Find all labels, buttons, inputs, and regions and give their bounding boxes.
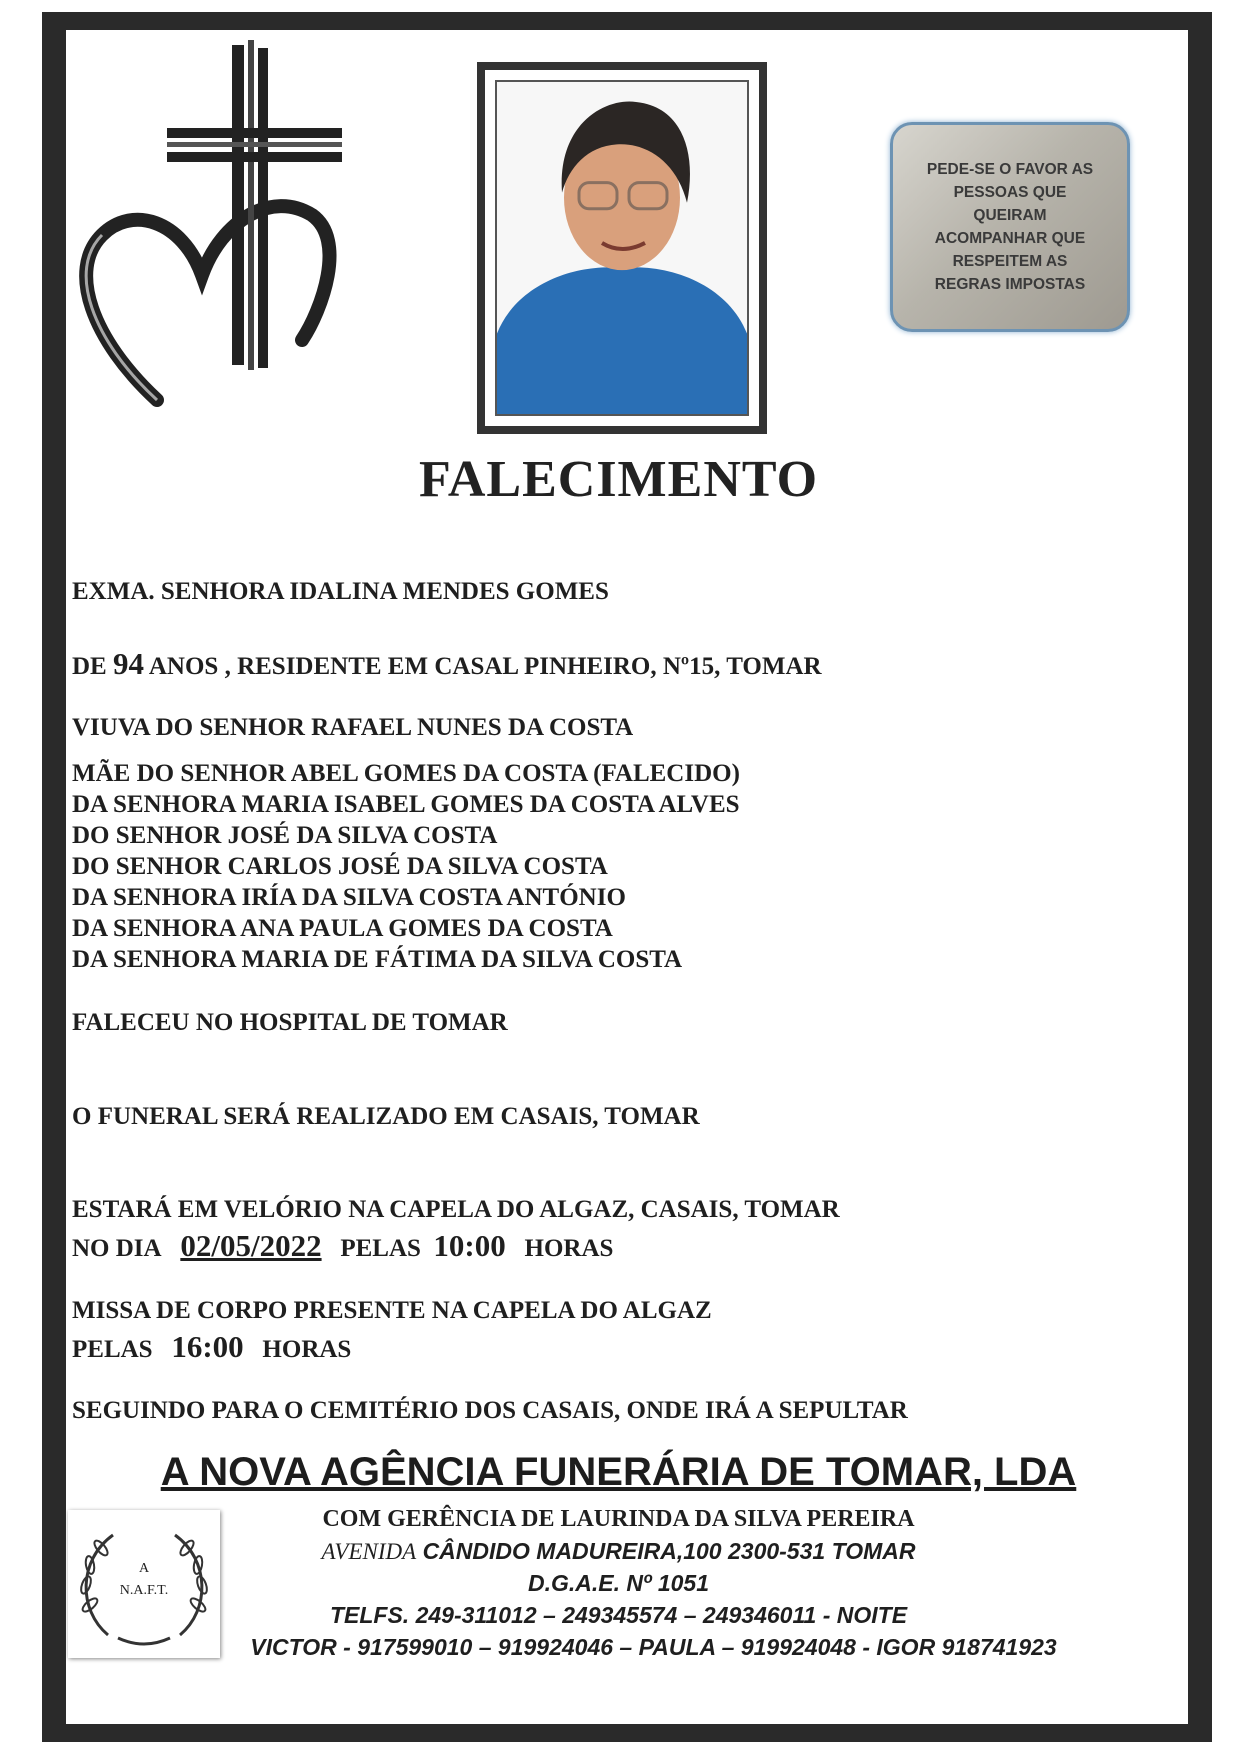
age-residence: [72, 646, 822, 682]
cross-heart-icon: [72, 40, 382, 480]
age-suffix: ANOS , RESIDENTE EM CASAL PINHEIRO, Nº15, TOMAR: [148, 653, 822, 680]
agency-management: COM GERÊNCIA DE LAURINDA DA SILVA PEREIRA: [322, 1506, 915, 1532]
wake-datetime: [72, 1228, 613, 1264]
age-value: 94: [112, 646, 144, 681]
notice-line: RESPEITEM AS: [952, 253, 1068, 270]
wake-time: 10:00: [433, 1228, 506, 1263]
portrait-photo: [477, 62, 767, 434]
burial-line: SEGUINDO PARA O CEMITÉRIO DOS CASAIS, ONDE IRÁ A SEPULTAR: [72, 1397, 908, 1424]
notice-text: [911, 158, 1109, 296]
children-line: MÃE DO SENHOR ABEL GOMES DA COSTA (FALECIDO): [72, 760, 740, 787]
mass-time: 16:00: [171, 1329, 244, 1364]
agency-name: A NOVA AGÊNCIA FUNERÁRIA DE TOMAR, LDA: [160, 1450, 1077, 1494]
notice-line: QUEIRAM: [973, 207, 1047, 224]
children-line: DA SENHORA MARIA ISABEL GOMES DA COSTA ALVES: [72, 791, 740, 818]
agency-dgae: D.G.A.E. Nº 1051: [528, 1570, 709, 1596]
wake-at-label: PELAS: [340, 1235, 421, 1262]
logo-letter: A: [138, 1561, 150, 1576]
logo-text: N.A.F.T.: [119, 1583, 169, 1598]
agency-address: [0, 1538, 1237, 1565]
wake-place: ESTARÁ EM VELÓRIO NA CAPELA DO ALGAZ, CASAIS, TOMAR: [72, 1196, 840, 1223]
children-line: DA SENHORA MARIA DE FÁTIMA DA SILVA COSTA: [72, 946, 683, 973]
age-prefix: DE: [72, 653, 107, 680]
children-line: DO SENHOR JOSÉ DA SILVA COSTA: [72, 822, 498, 849]
deceased-name: EXMA. SENHORA IDALINA MENDES GOMES: [72, 578, 609, 605]
notice-line: PEDE-SE O FAVOR AS: [926, 161, 1094, 178]
children-line: DA SENHORA ANA PAULA GOMES DA COSTA: [72, 915, 613, 942]
funeral-place: O FUNERAL SERÁ REALIZADO EM CASAIS, TOMAR: [72, 1103, 700, 1130]
death-place: FALECEU NO HOSPITAL DE TOMAR: [72, 1009, 508, 1036]
notice-line: REGRAS IMPOSTAS: [934, 276, 1086, 293]
wake-hours-label: HORAS: [524, 1235, 614, 1262]
address-prefix: AVENIDA: [321, 1539, 417, 1564]
children-line: DO SENHOR CARLOS JOSÉ DA SILVA COSTA: [72, 853, 608, 880]
agency-night-phones: VICTOR - 917599010 – 919924046 – PAULA – 919924048 - IGOR 918741923: [250, 1634, 1057, 1660]
widow-line: VIUVA DO SENHOR RAFAEL NUNES DA COSTA: [72, 714, 634, 741]
mass-place: MISSA DE CORPO PRESENTE NA CAPELA DO ALGAZ: [72, 1297, 712, 1324]
children-line: DA SENHORA IRÍA DA SILVA COSTA ANTÓNIO: [72, 884, 626, 911]
portrait-image: [497, 82, 747, 414]
mass-time-line: [72, 1329, 351, 1365]
mass-hours-label: HORAS: [262, 1336, 352, 1363]
notice-line: ACOMPANHAR QUE: [934, 230, 1086, 247]
address-value: CÂNDIDO MADUREIRA,100 2300-531 TOMAR: [422, 1538, 916, 1564]
covid-rules-notice: [890, 122, 1130, 332]
page-title: FALECIMENTO: [418, 451, 819, 508]
mass-at-label: PELAS: [72, 1336, 153, 1363]
wake-date: 02/05/2022: [180, 1228, 322, 1263]
notice-line: PESSOAS QUE: [953, 184, 1067, 201]
wake-day-label: NO DIA: [72, 1235, 162, 1262]
agency-phones: TELFS. 249-311012 – 249345574 – 249346011 - NOITE: [329, 1602, 908, 1628]
